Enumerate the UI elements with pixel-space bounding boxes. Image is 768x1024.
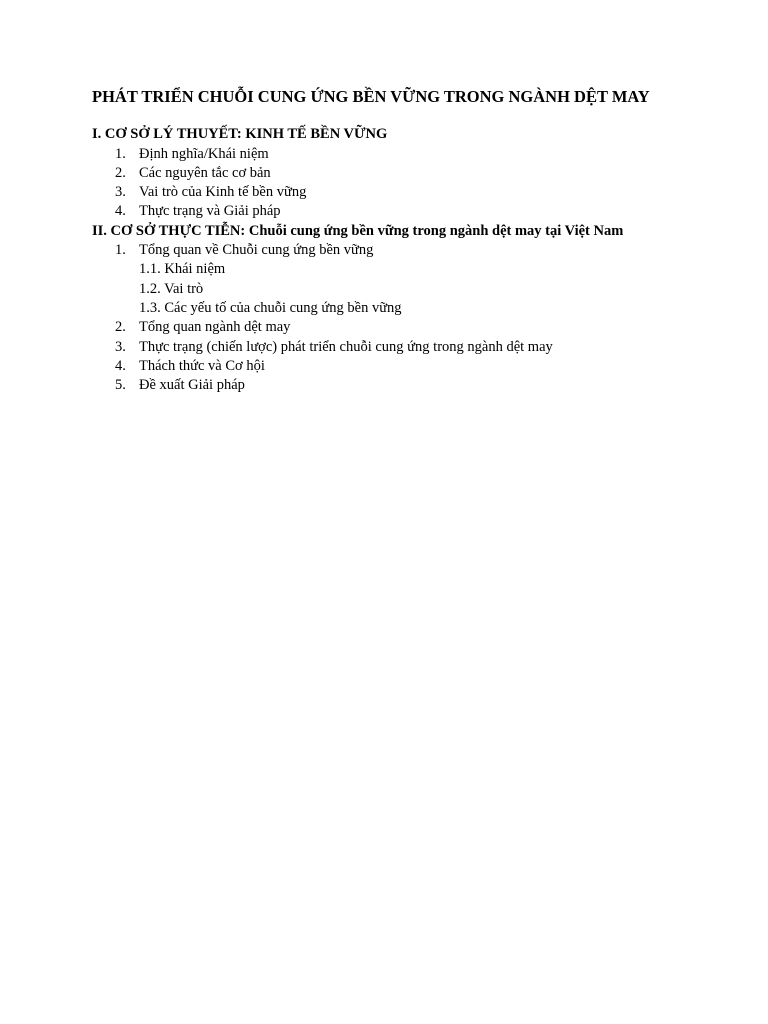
list-item-text: Thách thức và Cơ hội: [139, 358, 265, 374]
list-item-number: 5.: [115, 377, 126, 393]
sub-list-item: 1.3. Các yếu tố của chuỗi cung ứng bền vững: [139, 300, 402, 316]
sub-list-item: 1.1. Khái niệm: [139, 261, 226, 277]
list-item-number: 4.: [115, 203, 126, 219]
list-item-text: Vai trò của Kinh tế bền vững: [139, 184, 307, 200]
section-heading-1: I. CƠ SỞ LÝ THUYẾT: KINH TẾ BỀN VỮNG: [92, 126, 388, 142]
list-item-text: Các nguyên tắc cơ bản: [139, 165, 271, 181]
list-item-number: 4.: [115, 358, 126, 374]
list-item-number: 1.: [115, 146, 126, 162]
list-item-number: 2.: [115, 319, 126, 335]
sub-list-item: 1.2. Vai trò: [139, 281, 204, 297]
list-item-text: Thực trạng (chiến lược) phát triển chuỗi cung ứng trong ngành dệt may: [139, 339, 553, 355]
list-item-text: Tổng quan ngành dệt may: [139, 319, 291, 335]
list-item-text: Tổng quan về Chuỗi cung ứng bền vững: [139, 242, 374, 258]
list-item-text: Đề xuất Giải pháp: [139, 377, 245, 393]
section-heading-2: II. CƠ SỞ THỰC TIỄN: Chuỗi cung ứng bền vững trong ngành dệt may tại Việt Nam: [92, 223, 624, 239]
list-item-number: 2.: [115, 165, 126, 181]
list-item-text: Thực trạng và Giải pháp: [139, 203, 281, 219]
list-item-number: 3.: [115, 339, 126, 355]
list-item-number: 3.: [115, 184, 126, 200]
document-title: PHÁT TRIỂN CHUỖI CUNG ỨNG BỀN VỮNG TRONG NGÀNH DỆT MAY: [92, 87, 650, 106]
list-item-number: 1.: [115, 242, 126, 258]
list-item-text: Định nghĩa/Khái niệm: [139, 146, 269, 162]
